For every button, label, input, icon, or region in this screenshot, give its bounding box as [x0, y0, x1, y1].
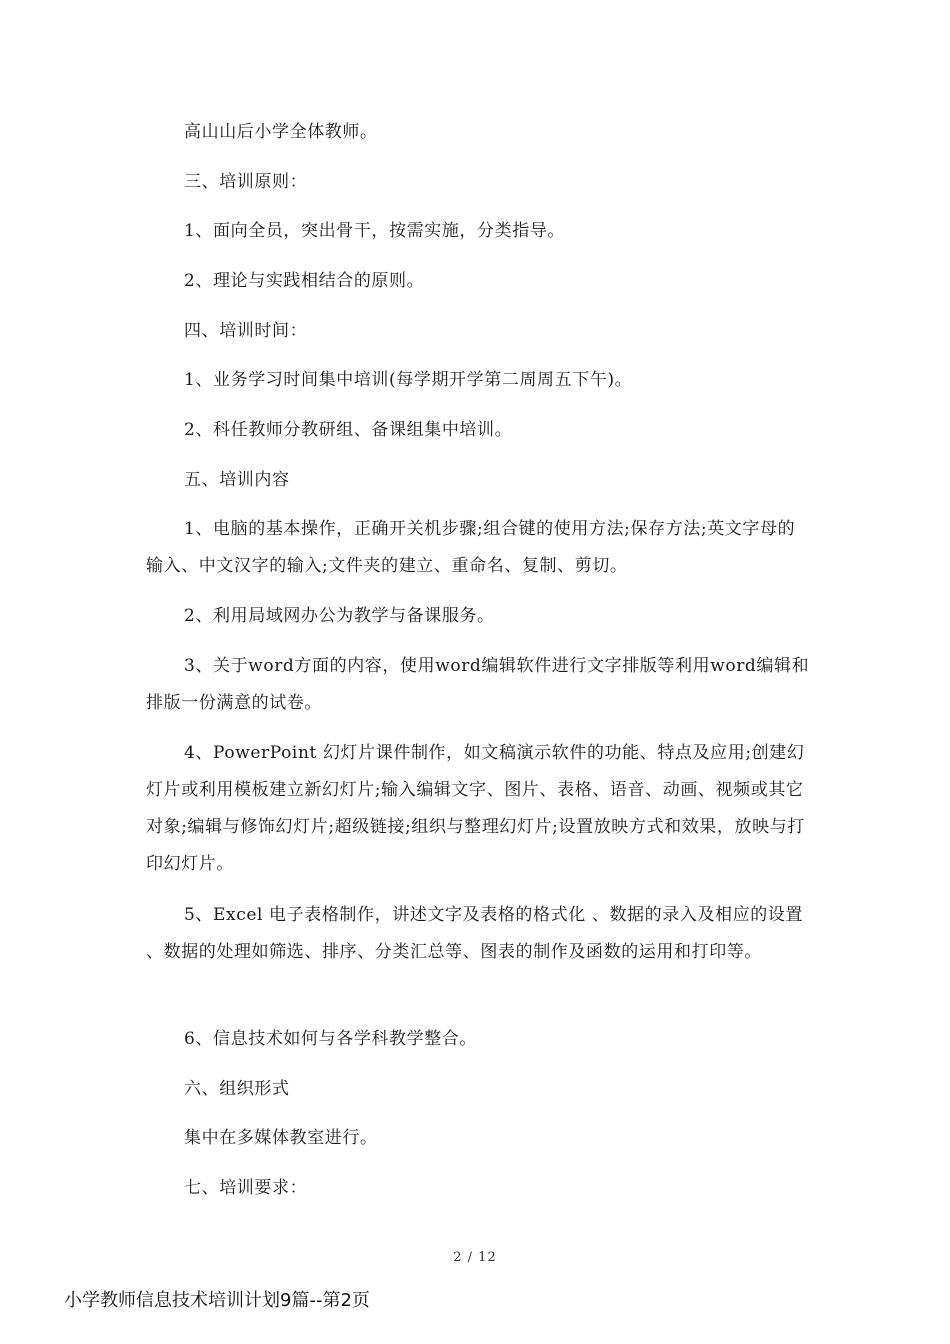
paragraph-principle-2: 2、理论与实践相结合的原则。: [184, 271, 425, 291]
footer-document-title: 小学教师信息技术培训计划9篇--第2页: [64, 1290, 370, 1311]
paragraph-organization: 集中在多媒体教室进行。: [184, 1128, 378, 1148]
paragraph-content-4: 4、PowerPoint 幻灯片课件制作，如文稿演示软件的功能、特点及应用;创建幻灯片或利用模板建立新幻灯片;输入编辑文字、图片、表格、语音、动画、视频或其它对象;编辑与修饰幻灯片;超级链接;组织与整理幻灯片;设置放映方式和效果，放映与打印幻灯片。: [146, 743, 805, 874]
page-number: 2 / 12: [453, 1250, 497, 1265]
heading-training-time: 四、培训时间：: [184, 321, 308, 341]
heading-organization-form: 六、组织形式: [184, 1079, 290, 1099]
heading-training-requirements: 七、培训要求：: [184, 1178, 308, 1198]
paragraph-content-6: 6、信息技术如何与各学科教学整合。: [184, 1029, 478, 1049]
paragraph-content-5: 5、Excel 电子表格制作，讲述文字及表格的格式化 、数据的录入及相应的设置 、数据的处理如筛选、排序、分类汇总等、图表的制作及函数的运用和打印等。: [146, 905, 804, 962]
paragraph-principle-1: 1、面向全员，突出骨干，按需实施，分类指导。: [184, 221, 566, 241]
heading-training-content: 五、培训内容: [184, 470, 290, 490]
paragraph-target-audience: 高山山后小学全体教师。: [184, 122, 378, 142]
paragraph-content-1: 1、电脑的基本操作，正确开关机步骤;组合键的使用方法;保存方法;英文字母的输入、中文汉字的输入;文件夹的建立、重命名、复制、剪切。: [146, 519, 796, 576]
paragraph-time-2: 2、科任教师分教研组、备课组集中培训。: [184, 420, 513, 440]
paragraph-content-3: 3、关于word方面的内容，使用word编辑软件进行文字排版等利用word编辑和排版一份满意的试卷。: [146, 656, 810, 713]
paragraph-time-1: 1、业务学习时间集中培训(每学期开学第二周周五下午)。: [184, 370, 633, 390]
paragraph-content-2: 2、利用局域网办公为教学与备课服务。: [184, 606, 495, 626]
heading-training-principles: 三、培训原则：: [184, 172, 308, 192]
